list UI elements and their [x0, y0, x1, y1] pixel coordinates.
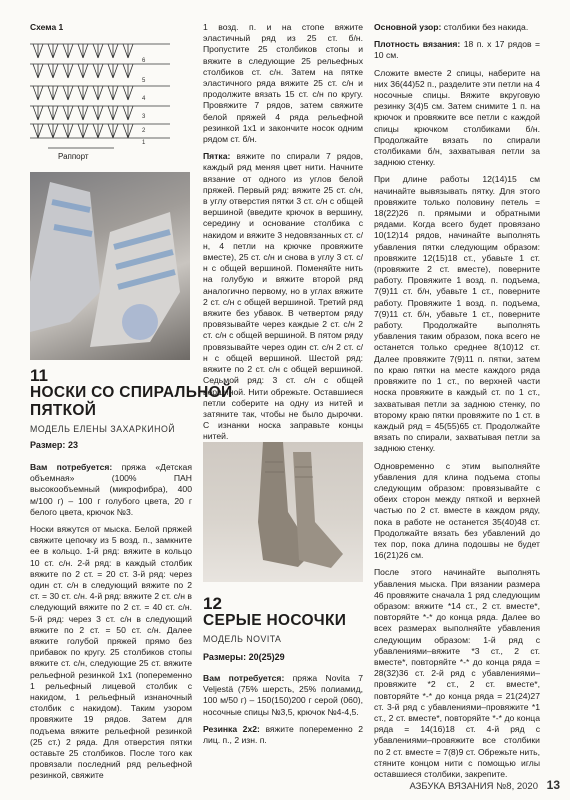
row-number: 1 [142, 140, 146, 146]
main-pattern-text: столбики без накида. [443, 22, 529, 32]
stitch-symbol [108, 64, 118, 78]
pattern-12-number: 12 [203, 594, 222, 613]
materials-label: Вам потребуется: [30, 462, 113, 472]
pattern-11-designer: МОДЕЛЬ ЕЛЕНЫ ЗАХАРКИНОЙ [30, 424, 176, 434]
row-number: 3 [142, 114, 146, 120]
gauge-label: Плотность вязания: [374, 39, 461, 50]
stitch-symbol [48, 64, 58, 78]
stitch-symbol [123, 124, 133, 138]
stitch-symbol [93, 64, 103, 78]
stitch-symbol [33, 124, 43, 138]
stitch-symbol [63, 64, 73, 78]
stitch-symbol [123, 44, 133, 58]
stitch-symbol [123, 64, 133, 78]
column-2b-text [203, 673, 363, 752]
stitch-symbol [48, 44, 58, 58]
heel-label: Пятка: [203, 151, 231, 162]
rib-label: Резинка 2х2: [203, 723, 260, 734]
row-number: 4 [142, 96, 146, 102]
pattern-12-title: СЕРЫЕ НОСОЧКИ [203, 612, 347, 629]
stitch-symbol [33, 86, 43, 100]
stitch-symbol [78, 86, 88, 100]
magazine-name: АЗБУКА ВЯЗАНИЯ №8, 2020 [409, 781, 538, 792]
stitch-symbol [108, 86, 118, 100]
rib-text: вяжите попеременно 2 лиц. п., 2 изн. п. [203, 723, 363, 746]
stitch-symbol [63, 44, 73, 58]
socks-photo-12 [203, 442, 363, 582]
pattern-12-size [203, 652, 285, 662]
pattern-11-title-line2: ПЯТКОЙ [30, 402, 97, 419]
stitch-symbol [33, 106, 43, 120]
gauge-text: 18 п. х 17 рядов = 10 см. [374, 39, 541, 61]
stitch-symbol [63, 86, 73, 100]
stitch-symbol [108, 124, 118, 138]
stitch-symbol [123, 86, 133, 100]
pattern-11-number: 11 [30, 366, 48, 385]
schema-title: Схема 1 [30, 22, 64, 32]
column-2-text [203, 22, 363, 449]
row-number: 5 [142, 78, 146, 84]
stitch-symbol [93, 86, 103, 100]
page-number: 13 [546, 778, 560, 792]
stitch-symbol [33, 44, 43, 58]
pattern-11-title-line1: НОСКИ СО СПИРАЛЬНОЙ [30, 384, 233, 401]
stitch-symbol [93, 106, 103, 120]
main-pattern-label: Основной узор: [374, 22, 442, 32]
stitch-symbol [48, 124, 58, 138]
materials-text: пряжа Novita 7 Veljestä (75% шерсть, 25% полиамид, 100 м/50 г) – 150(150)200 г серой (060), носочные спицы №3,5, крючок №4-4,5. [203, 673, 363, 717]
row-number: 6 [142, 58, 146, 64]
instructions-text: Одновременно с этим выполняйте убавления для клина подъема стопы следующим образом: провязывайте с обеих сторон между пяткой и верхней частью по 2 ст. вместе в каждом ряду, пока в работе не останется 35(40)48 ст. Продолжайте вязать без убавлений до тех пор, пока длина подошвы не будет 16(21)26 см. [374, 460, 540, 561]
rapport-label: Раппорт [58, 152, 89, 161]
size-label: Размер: [30, 440, 66, 450]
size-value: 20(25)29 [248, 652, 285, 662]
stitch-symbol [63, 124, 73, 138]
size-label: Размеры: [203, 652, 247, 662]
instructions-text: 1 возд. п. и на стопе вяжите эластичный ряд из 25 ст. б/н. Пропустите 25 столбиков стопы и вяжите в следующие 25 рельефных столбиков ст. с/н. Затем на пятке эластичного ряда вяжите 25 ст. с/н и продолжите вязать 15 ст. с/н по кругу. Провяжите 7 рядов, затем свяжите белой пряжей 4 ряда рельефной резинкой 1х1 и закончите носок одним рядом ст. б/н. [203, 22, 363, 145]
stitch-symbol [93, 124, 103, 138]
pattern-12-designer: МОДЕЛЬ NOVITA [203, 634, 282, 644]
stitch-symbol [93, 44, 103, 58]
size-value: 23 [67, 440, 78, 450]
instructions-text: При длине работы 12(14)15 см начинайте вывязывать пятку. Для этого провяжите только половину петель = 18(22)26 п. прямыми и обратными рядами. Когда всего будет провязано 10(12)14 рядов, начинайте выполнять убавления пятки следующим образом: провяжите 12(15)18 ст., убавьте 1 ст. (провяжите 2 ст. вместе), поверните работу. Провяжите 1 возд. п. подъема, 7(9)11 ст. б/н, убавьте 1 ст., поверните работу. Провяжите 1 возд. п. подъема, 7(9)11 ст. б/н, убавьте 1 ст., поверните работу. Продолжайте выполнять убавления таким образом, пока всего не останется только среднее 8(10)12 ст. Далее провяжите 7(9)11 п. пятки, затем по краю пятки на месте каждого ряда провяжите по 1 ст., по верхней части носка провяжите в каждый ст. по 1 ст., захватывая петли за заднюю стенку, по второму краю пятки провяжите по 1 ст. в каждый ряд = 45(55)65 ст. Продолжайте вязать по спирали, захватывая петли за заднюю стенку. [374, 174, 540, 454]
stitch-symbol [108, 106, 118, 120]
row-number: 2 [142, 128, 146, 134]
crochet-chart [30, 34, 170, 150]
heel-text: вяжите по спирали 7 рядов, каждый ряд меняя цвет нити. Начните вязание от одного из углов белой пряжей. Первый ряд: вяжите 25 ст. с/н, в углу отверстия пятки 3 ст. с/н с общей вершиной (введите крючок в вершину, середину и основание столбика с накидом и вяжите 3 недовязанных ст. с/н, 4 петли на крючке провяжите вместе), 25 ст. с/н и снова в углу 3 ст. с/н с общей вершиной. Поменяйте нить на голубую и вяжите второй ряд аналогично первому, но в углах вяжите 2 ст. с/н с общей вершиной. Третий ряд вяжите без убавок. В четвертом ряду провязывайте через каждые 2 ст. с/н 2 ст. с/н с общей вершиной. В пятом ряду провязывайте через один ст. с/н 2 ст. с/н с общей вершиной. Шестой ряд: вяжите по 2 ст. с/н с общей вершиной. Седьмой ряд: 3 ст. с/н с общей вершиной. Нити обрежьте. Оставшиеся петли соберите на одну из нитей и затяните так, чтобы не было дырочки. С изнанки носка заправьте концы нитей. [203, 151, 364, 442]
stitch-symbol [108, 44, 118, 58]
stitch-symbol [123, 106, 133, 120]
page-footer [409, 778, 560, 792]
instructions-text: После этого начинайте выполнять убавления мыска. При вязании размера 46 провяжите сначала 1 ряд следующим образом: вяжите *14 ст., 2 ст. вместе*, повторяйте *-* до конца ряда. Далее во всех размерах выполняйте убавления следующим образом: 1-й ряд с убавлениями–вяжите *3 ст., 2 ст. вместе*, повторяйте *-* до конца ряда = 28(32)36 ст. 2-й ряд с убавлениями–провяжите *2 ст., 2 ст. вместе*, повторяйте *-* до конца ряда = 21(24)27 ст. 3-й ряд с убавлениями–провяжите *1 ст., 2 ст. вместе*, повторяйте *-* до конца ряда = 14(16)18 ст. 4-й ряд с убавлениями–провяжите все столбики по 2 ст. вместе = 7(8)9 ст. Обрежьте нить, стяните концом нити с помощью иглы оставшиеся столбики, закрепите. [374, 567, 540, 779]
instructions-text: Сложите вместе 2 спицы, наберите на них 36(44)52 п., разделите эти петли на 4 носочные спицы. Вяжите вкруговую резинку 3(4)5 см. Затем снимите 1 п. на крючок и провяжите все петли с каждой спицы крючком столбиками б/н. Продолжайте вязать по спирали столбиками б/н, захватывая петли за заднюю стенку. [374, 67, 540, 168]
stitch-symbol [78, 106, 88, 120]
pattern-11-size [30, 440, 78, 450]
materials-label: Вам потребуется: [203, 673, 285, 683]
socks-photo-11 [30, 172, 190, 360]
column-1-text [30, 462, 192, 788]
stitch-symbol [48, 106, 58, 120]
materials-text: пряжа «Детская объемная» (100% ПАН высокообъемный (микрофибра), 400 м/100 г) – 100 г голубого цвета, 20 г белого цвета, крючок №3. [30, 462, 192, 517]
stitch-symbol [33, 64, 43, 78]
stitch-symbol [63, 106, 73, 120]
stitch-symbol [78, 44, 88, 58]
stitch-symbol [78, 124, 88, 138]
instructions-text: Носки вяжутся от мыска. Белой пряжей свяжите цепочку из 5 возд. п., замкните ее в кольцо. 1-й ряд: вяжите в кольцо 10 ст. с/н. 2-й ряд: в каждый столбик вяжите по 2 ст. = 20 ст. 3-й ряд: через один ст. с/н в следующий вяжите по 2 ст. = 30 ст. с/н. 4-й ряд: вяжите 2 ст. с/н в следующий вяжите по 2 ст. = 40 ст. с/н. 5-й ряд: через 3 ст. с/н в следующий вяжите по 2 ст. = 50 ст. с/н. Далее вяжите голубой пряжей прямо без прибавок по кругу. 25 столбиков стопы вяжите ст. с/н, следующие 25 ст. вяжите рельефной резинкой 1х1 (попеременно 1 рельефный лицевой столбик с накидом, 1 рельефный изнаночный столбик с накидом). Таким узором провяжите 19 рядов. Затем для подъема вяжите рельефной резинкой (25 ст.) 2 ряда. Для отверстия пятки оставьте 25 столбиков. После того как провязали последний ряд рельефной резинкой, свяжите [30, 524, 192, 781]
column-3-text [374, 22, 540, 786]
stitch-symbol [48, 86, 58, 100]
stitch-symbol [78, 64, 88, 78]
